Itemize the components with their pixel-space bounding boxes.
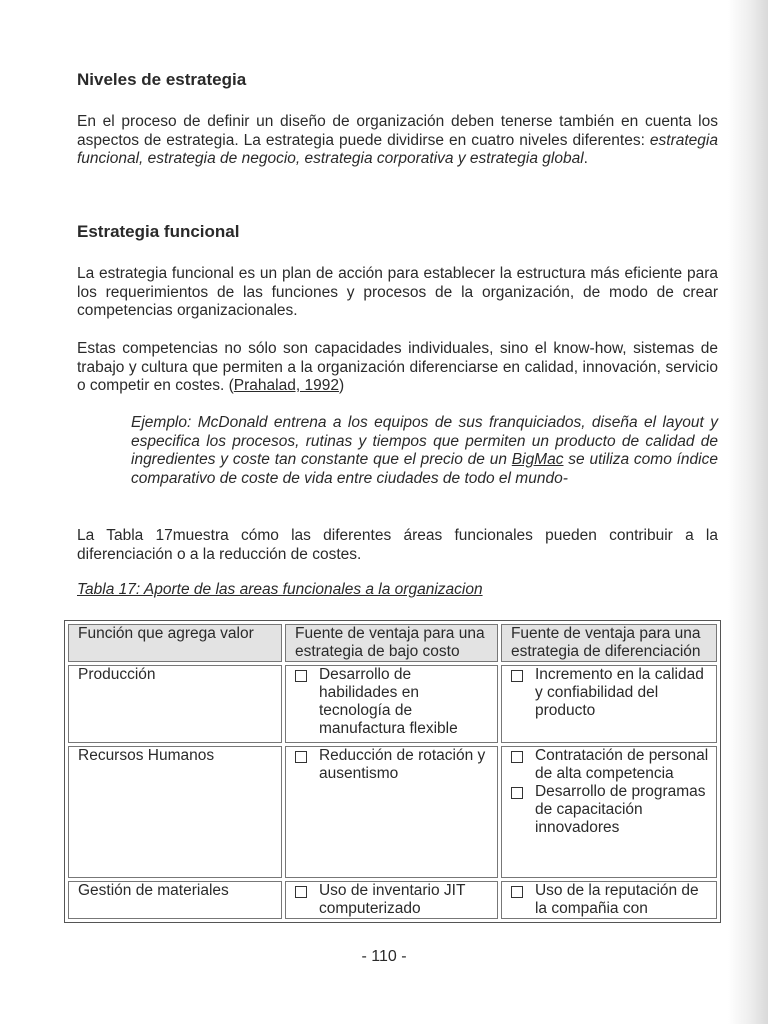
cell-diferenciacion [501,746,717,878]
bigmac-link[interactable]: BigMac [511,451,564,468]
checkbox-bullet-icon [511,787,523,799]
page-edge-shadow [728,0,768,1024]
para-funcional-3: La Tabla 17muestra cómo las diferentes áreas funcionales pueden contribuir a la diferenciación o a la reducción de costes. [77,527,718,563]
table-row [68,881,717,919]
checkbox-bullet-icon [511,670,523,682]
list-item: Contratación de personal de alta competencia [511,747,711,783]
niveles-list: estrategia funcional, estrategia de negocio, estrategia corporativa y estrategia global [77,131,718,167]
cell-bajo-costo [285,881,498,919]
functional-areas-table [64,620,721,923]
cell-bajo-costo [285,746,498,878]
cell-diferenciacion [501,881,717,919]
cell-diferenciacion [501,665,717,743]
checkbox-bullet-icon [511,751,523,763]
list-item: Reducción de rotación y ausentismo [295,747,492,783]
checkbox-bullet-icon [295,670,307,682]
table-caption: Tabla 17: Aporte de las areas funcionales a la organizacion [77,581,483,598]
table-row [68,746,717,878]
cell-funcion: Gestión de materiales [68,881,282,919]
checkbox-bullet-icon [295,751,307,763]
list-item: Desarrollo de programas de capacitación innovadores [511,783,711,837]
example-mcdonald: Ejemplo: McDonald entrena a los equipos de sus franquiciados, diseña el layout y especifica los procesos, rutinas y tiempos que permiten un producto de calidad de ingredientes y coste tan constante que el precio de un BigMac se utiliza como índice comparativo de coste de vida entre ciudades de todo el mundo- [131,414,718,487]
cell-funcion: Recursos Humanos [68,746,282,878]
list-item: Uso de la reputación de la compañia con [511,882,711,918]
header-diferenciacion: Fuente de ventaja para una estrategia de diferenciación [501,624,717,662]
table-row [68,665,717,743]
list-item: Desarrollo de habilidades en tecnología de manufactura flexible [295,666,492,738]
checkbox-bullet-icon [295,886,307,898]
list-item: Incremento en la calidad y confiabilidad del producto [511,666,711,720]
para-niveles: En el proceso de definir un diseño de organización deben tenerse también en cuenta los aspectos de estrategia. La estrategia puede dividirse en cuatro niveles diferentes: estrategia funcional, estrategia de negocio, estrategia corporativa y estrategia global. [77,113,718,167]
header-bajo-costo: Fuente de ventaja para una estrategia de bajo costo [285,624,498,662]
page-number: - 110 - [361,948,407,965]
citation-prahalad[interactable]: Prahalad, 1992 [233,377,339,394]
para-funcional-1: La estrategia funcional es un plan de acción para establecer la estructura más eficiente para los requerimientos de las funciones y procesos de la organización, de modo de crear competencias organizacionales. [77,265,718,319]
header-funcion: Función que agrega valor [68,624,282,662]
list-item: Uso de inventario JIT computerizado [295,882,492,918]
table-header-row [68,624,717,662]
cell-bajo-costo [285,665,498,743]
checkbox-bullet-icon [511,886,523,898]
para-funcional-2: Estas competencias no sólo son capacidades individuales, sino el know-how, sistemas de trabajo y cultura que permiten a la organización diferenciarse en calidad, innovación, servicio o competir en costes. (Prahalad, 1992) [77,340,718,394]
cell-funcion: Producción [68,665,282,743]
heading-funcional: Estrategia funcional [77,222,240,241]
heading-niveles: Niveles de estrategia [77,70,247,89]
